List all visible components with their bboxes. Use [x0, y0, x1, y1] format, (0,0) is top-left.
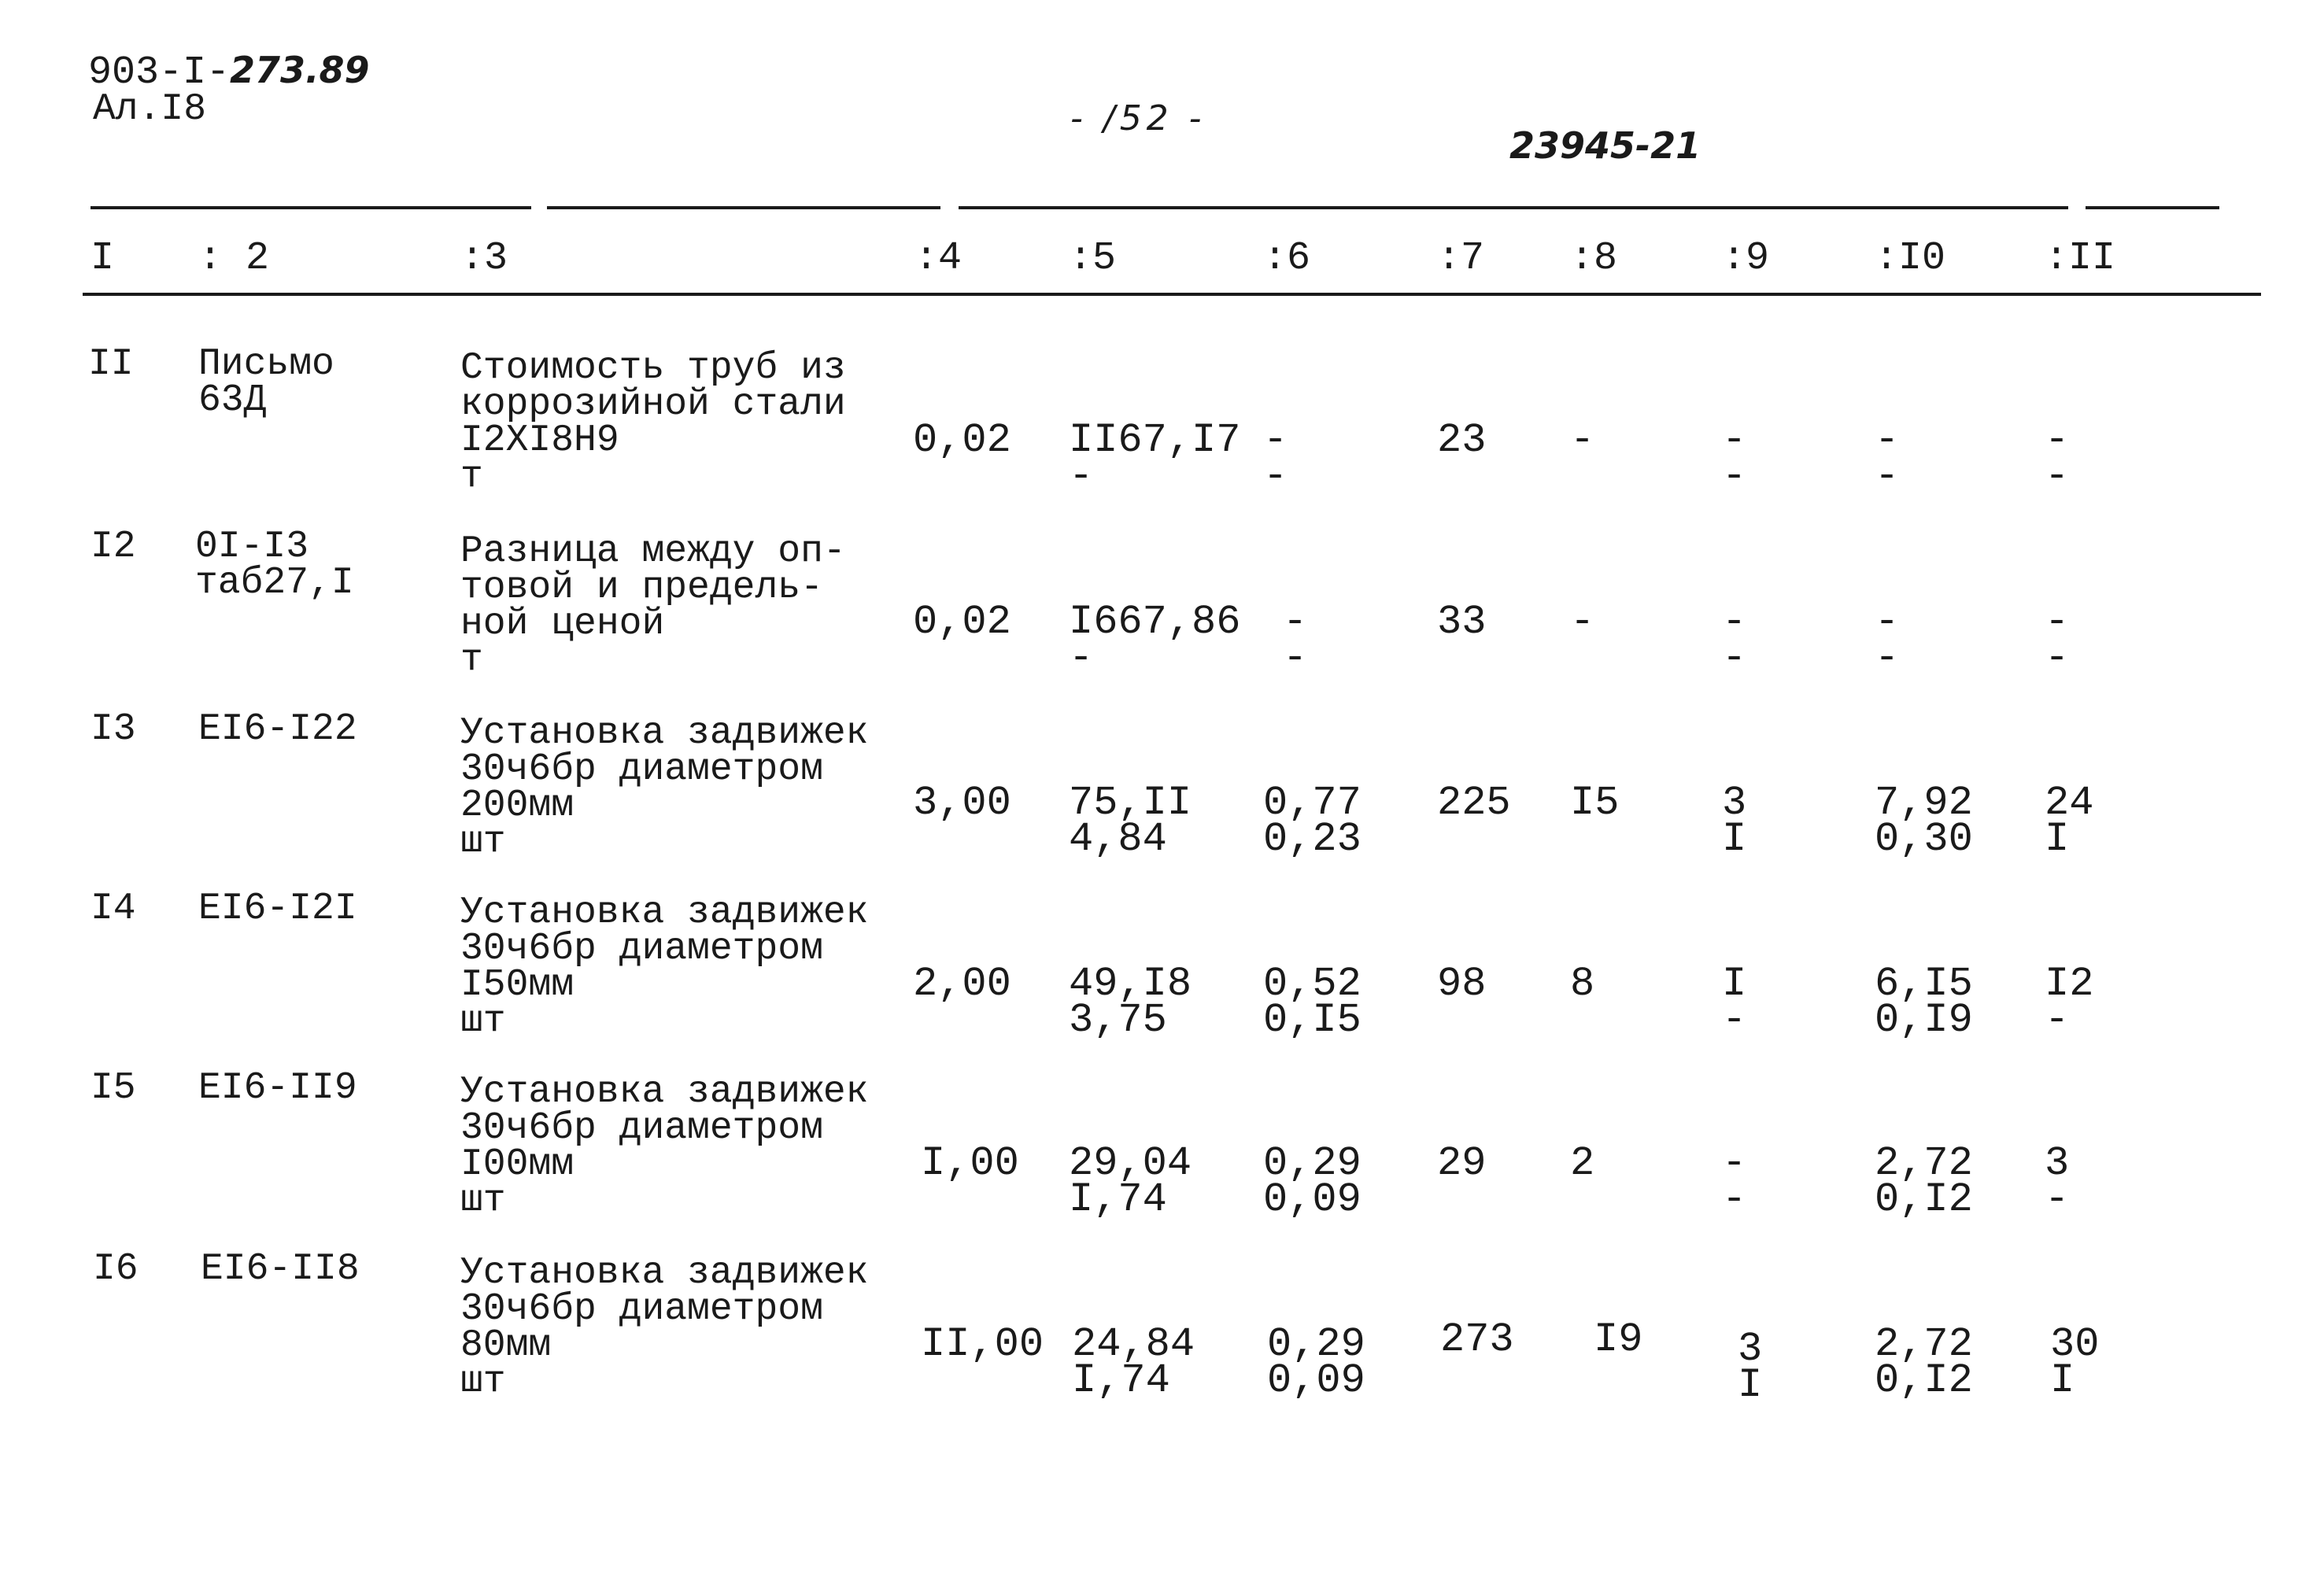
quantity: 2,00	[913, 961, 1011, 1007]
col-10-values: - -	[1875, 417, 1900, 500]
quantity: 0,02	[913, 417, 1011, 463]
column-header-9: :9	[1722, 236, 1770, 281]
stamp-number: 23945-21	[1509, 124, 1701, 167]
total-value: 273	[1440, 1316, 1514, 1363]
column-header-11: :II	[2045, 236, 2116, 281]
page-number: - /52 -	[1070, 98, 1206, 138]
top-rule-2	[547, 206, 940, 209]
col-11-values: 24 I	[2045, 780, 2094, 862]
description: Установка задвижек 30ч6бр диаметром 200мм шт	[460, 712, 869, 863]
unit-price: 75,II 4,84	[1069, 780, 1192, 862]
description: Разница между оп- товой и предель- ной ценой т	[460, 530, 846, 681]
col-10-values: 7,92 0,30	[1875, 780, 1973, 862]
description: Установка задвижек 30ч6бр диаметром I50мм шт	[460, 892, 869, 1043]
reference: EI6-I2I	[198, 888, 357, 930]
total-value: 33	[1437, 599, 1487, 645]
row-number: I2	[91, 526, 136, 568]
column-header-7: :7	[1437, 236, 1485, 281]
col-11-values: - -	[2045, 599, 2070, 681]
reference: 0I-I3 таб27,I	[195, 526, 354, 604]
header-rule	[83, 293, 2261, 296]
col-10-values: 6,I5 0,I9	[1875, 961, 1973, 1043]
reference: EI6-II8	[201, 1248, 360, 1290]
col-9-values: I -	[1722, 961, 1747, 1043]
col-9-values: - -	[1722, 1140, 1747, 1223]
col-9-values: 3 I	[1738, 1326, 1763, 1408]
row-number: I4	[91, 888, 136, 930]
unit-price: 29,04 I,74	[1069, 1140, 1192, 1223]
total-value: 23	[1437, 417, 1487, 463]
total-value: 29	[1437, 1140, 1487, 1187]
col-11-values: - -	[2045, 417, 2070, 500]
col-6-values: 0,77 0,23	[1263, 780, 1362, 862]
col-11-values: 3 -	[2045, 1140, 2070, 1223]
unit-price: I667,86 -	[1069, 599, 1241, 681]
col-6-values: 0,52 0,I5	[1263, 961, 1362, 1043]
quantity: 3,00	[913, 780, 1011, 826]
col-9-values: - -	[1722, 599, 1747, 681]
top-rule-4	[2086, 206, 2219, 209]
description: Установка задвижек 30ч6бр диаметром 80мм шт	[460, 1252, 869, 1403]
column-header-6: :6	[1263, 236, 1311, 281]
col-8-value: -	[1570, 599, 1595, 645]
doc-code-handwritten: 273.89	[230, 49, 370, 91]
column-header-8: :8	[1570, 236, 1618, 281]
column-header-10: :I0	[1875, 236, 1946, 281]
col-8-value: 8	[1570, 961, 1595, 1007]
col-8-value: 2	[1570, 1140, 1595, 1187]
row-number: I3	[91, 708, 136, 751]
column-header-2: : 2	[198, 236, 270, 281]
col-9-values: 3 I	[1722, 780, 1747, 862]
column-header-4: :4	[914, 236, 962, 281]
col-10-values: 2,72 0,I2	[1875, 1140, 1973, 1223]
col-6-values: 0,29 0,09	[1263, 1140, 1362, 1223]
col-10-values: - -	[1875, 599, 1900, 681]
col-9-values: - -	[1722, 417, 1747, 500]
row-number: II	[88, 343, 134, 386]
unit-price: 24,84 I,74	[1072, 1321, 1195, 1404]
col-10-values: 2,72 0,I2	[1875, 1321, 1973, 1404]
unit-price: II67,I7 -	[1069, 417, 1241, 500]
row-number: I5	[91, 1067, 136, 1109]
column-header-3: :3	[460, 236, 508, 281]
sheet-label: Ал.I8	[93, 88, 207, 131]
top-rule-1	[91, 206, 531, 209]
col-8-value: I9	[1594, 1316, 1643, 1363]
description: Стоимость труб из коррозийной стали I2XI8H9 т	[460, 347, 846, 498]
reference: EI6-II9	[198, 1067, 357, 1109]
top-rule-3	[959, 206, 2068, 209]
column-header-1: I	[91, 236, 115, 281]
col-6-values: 0,29 0,09	[1267, 1321, 1365, 1404]
col-6-values: - -	[1283, 599, 1308, 681]
col-8-value: I5	[1570, 780, 1620, 826]
quantity: I,00	[921, 1140, 1019, 1187]
doc-code-prefix: 903-I-	[88, 50, 231, 95]
col-6-values: - -	[1263, 417, 1288, 500]
col-8-value: -	[1570, 417, 1595, 463]
col-11-values: 30 I	[2050, 1321, 2100, 1404]
total-value: 225	[1437, 780, 1511, 826]
description: Установка задвижек 30ч6бр диаметром I00мм шт	[460, 1071, 869, 1222]
total-value: 98	[1437, 961, 1487, 1007]
reference: EI6-I22	[198, 708, 357, 751]
reference: Письмо 63Д	[198, 343, 334, 422]
col-11-values: I2 -	[2045, 961, 2094, 1043]
quantity: 0,02	[913, 599, 1011, 645]
column-header-5: :5	[1069, 236, 1117, 281]
quantity: II,00	[921, 1321, 1044, 1368]
row-number: I6	[93, 1248, 139, 1290]
unit-price: 49,I8 3,75	[1069, 961, 1192, 1043]
